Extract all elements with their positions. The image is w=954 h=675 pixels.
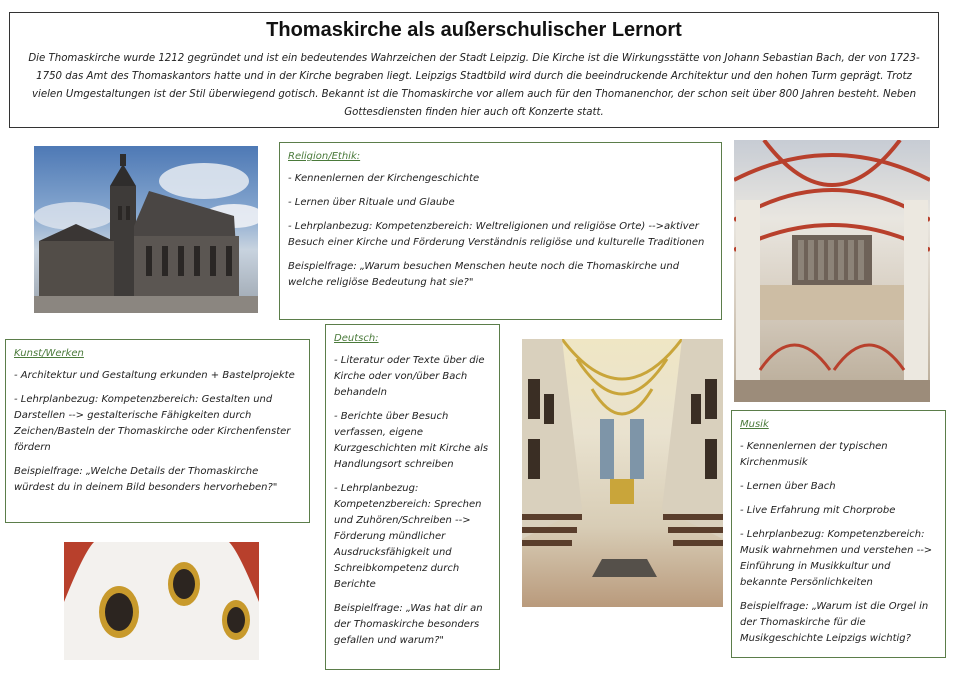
page-title: Thomaskirche als außerschulischer Lernort bbox=[266, 19, 682, 41]
music-box bbox=[731, 410, 946, 658]
art-crafts-box bbox=[5, 339, 310, 523]
art-subject: Kunst/Werken bbox=[14, 348, 84, 359]
religion-ethics-box bbox=[279, 142, 722, 320]
german-item: - Berichte über Besuch verfassen, eigene Kurzgeschichten mit Kirche als Handlungsort schreiben bbox=[334, 411, 489, 470]
religion-item: - Lernen über Rituale und Glaube bbox=[288, 197, 455, 208]
music-subject: Musik bbox=[740, 419, 769, 430]
music-item: - Lernen über Bach bbox=[740, 481, 836, 492]
religion-item: - Lehrplanbezug: Kompetenzbereich: Weltreligionen und religiöse Orte) -->aktiver Besuch einer Kirche und Förderung Verständnis religiöse und kulturelle Traditionen bbox=[288, 221, 705, 248]
german-question: Beispielfrage: „Was hat dir an der Thomaskirche besonders gefallen und warum?" bbox=[334, 603, 483, 646]
music-item: - Kennenlernen der typischen Kirchenmusik bbox=[740, 441, 888, 468]
header-box bbox=[9, 12, 939, 128]
music-item: - Lehrplanbezug: Kompetenzbereich: Musik wahrnehmen und verstehen --> Einführung in Musikkultur und bekannte Persönlichkeiten bbox=[740, 529, 933, 588]
music-item: - Live Erfahrung mit Chorprobe bbox=[740, 505, 896, 516]
portraits-wall-photo bbox=[64, 542, 259, 660]
art-item: - Lehrplanbezug: Kompetenzbereich: Gestalten und Darstellen --> gestalterische Fähigkeiten durch Zeichen/Basteln der Thomaskirche oder Kirchenfenster fördern bbox=[14, 394, 291, 453]
religion-item: - Kennenlernen der Kirchengeschichte bbox=[288, 173, 480, 184]
german-item: - Lehrplanbezug: Kompetenzbereich: Sprechen und Zuhören/Schreiben --> Förderung mündlicher Ausdrucksfähigkeit und Schreibkompetenz durch Berichte bbox=[334, 483, 482, 590]
music-question: Beispielfrage: „Warum ist die Orgel in der Thomaskirche für die Musikgeschichte Leipzigs wichtig? bbox=[740, 601, 929, 644]
german-box bbox=[325, 324, 500, 670]
german-subject: Deutsch: bbox=[334, 333, 379, 344]
church-ceiling-organ-photo bbox=[734, 140, 930, 402]
church-exterior-photo bbox=[34, 146, 258, 313]
religion-question: Beispielfrage: „Warum besuchen Menschen heute noch die Thomaskirche und welche religiöse Bedeutung hat sie?" bbox=[288, 261, 680, 288]
church-nave-photo bbox=[522, 339, 723, 607]
german-item: - Literatur oder Texte über die Kirche oder von/über Bach behandeln bbox=[334, 355, 485, 398]
art-item: - Architektur und Gestaltung erkunden + Bastelprojekte bbox=[14, 370, 295, 381]
religion-subject: Religion/Ethik: bbox=[288, 151, 361, 162]
art-question: Beispielfrage: „Welche Details der Thomaskirche würdest du in deinem Bild besonders hervorheben?" bbox=[14, 466, 278, 493]
intro-text: Die Thomaskirche wurde 1212 gegründet und ist ein bedeutendes Wahrzeichen der Stadt Leipzig. Die Kirche ist die Wirkungsstätte von Johann Sebastian Bach, der von 1723-1750 das Amt des Thomaskantors hatte und in der Kirche begraben liegt. Leipzigs Stadtbild wird durch die beeindruckende Architektur und den hohen Turm geprägt. Trotz vielen Umgestaltungen ist der Stil überwiegend gotisch. Bekannt ist die Thomaskirche vor allem auch für den Thomanenchor, der schon seit über 800 Jahren besteht. Neben Gottesdiensten finden hier auch oft Konzerte statt. bbox=[28, 53, 920, 118]
